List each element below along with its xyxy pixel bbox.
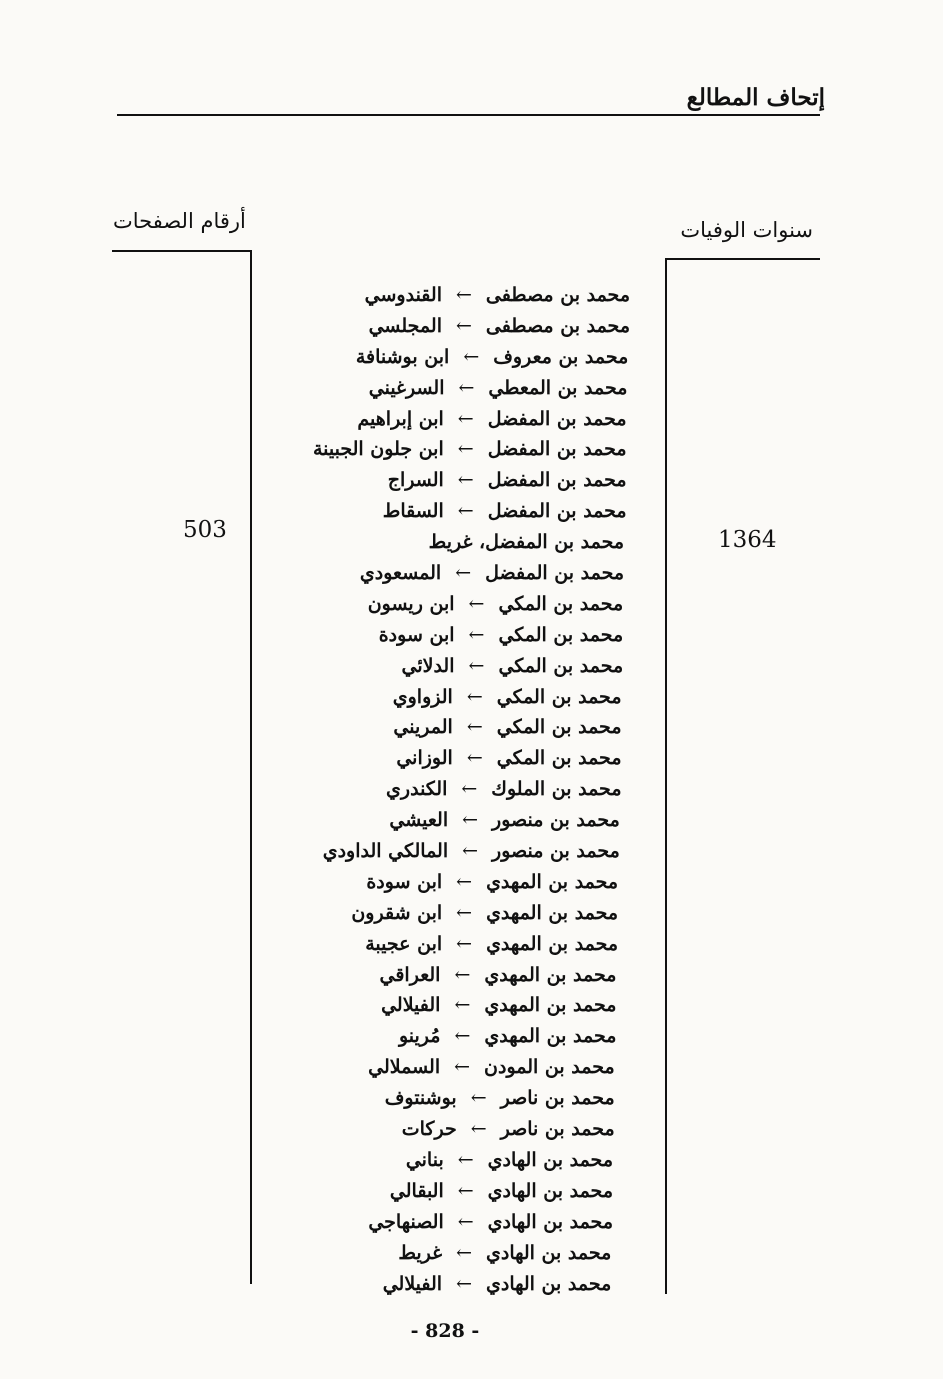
arrow-left-icon: ←: [468, 623, 485, 646]
arrow-left-icon: ←: [454, 1056, 471, 1079]
arrow-left-icon: ←: [470, 1087, 487, 1110]
person-name: محمد بن الهادي: [487, 1210, 613, 1233]
arrow-left-icon: ←: [462, 809, 479, 832]
cross-reference-name: السملالي: [368, 1056, 441, 1079]
person-name: محمد بن المهدي: [484, 963, 617, 986]
cross-reference-name: ابن سودة: [378, 623, 455, 646]
list-item: [270, 342, 630, 373]
list-item: [270, 589, 630, 620]
arrow-left-icon: ←: [466, 747, 483, 770]
arrow-left-icon: ←: [456, 870, 473, 893]
list-item: [270, 682, 630, 713]
arrow-left-icon: ←: [463, 345, 480, 368]
person-name: محمد بن المعطي: [488, 376, 628, 399]
cross-reference-name: الصنهاجي: [368, 1210, 444, 1233]
cross-reference-name: الفيلالي: [381, 994, 441, 1017]
list-item: [270, 620, 630, 651]
arrow-left-icon: ←: [454, 994, 471, 1017]
cross-reference-name: غريط: [398, 1241, 443, 1264]
arrow-left-icon: ←: [456, 901, 473, 924]
person-name: محمد بن المهدي: [484, 994, 617, 1017]
person-name: محمد بن ناصر: [500, 1118, 615, 1141]
arrow-left-icon: ←: [457, 500, 474, 523]
cross-reference-name: مُرينو: [398, 1025, 441, 1048]
cross-reference-name: السراج: [387, 469, 444, 492]
person-name: محمد بن المهدي: [486, 870, 619, 893]
cross-reference-name: العراقي: [379, 963, 441, 986]
years-column-heading: سنوات الوفيات: [680, 218, 813, 242]
list-item: [270, 1269, 630, 1300]
cross-reference-name: العيشي: [389, 809, 449, 832]
cross-reference-name: بوشنتوف: [384, 1087, 457, 1110]
arrow-left-icon: ←: [457, 438, 474, 461]
names-list: [270, 280, 630, 1299]
person-name: محمد بن معروف: [493, 345, 629, 368]
arrow-left-icon: ←: [456, 932, 473, 955]
list-item: [270, 1052, 630, 1083]
list-item: [270, 651, 630, 682]
cross-reference-name: الوزاني: [396, 747, 453, 770]
person-name: محمد بن منصور: [492, 840, 620, 863]
arrow-left-icon: ←: [456, 1272, 472, 1295]
list-item: [270, 311, 630, 342]
cross-reference-name: بناني: [405, 1148, 444, 1171]
cross-reference-name: حركات: [401, 1118, 457, 1141]
person-name: محمد بن المكي: [498, 623, 624, 646]
arrow-left-icon: ←: [462, 840, 479, 863]
cross-reference-name: ابن جلون الجبينة: [312, 438, 444, 461]
person-name: محمد بن مصطفى: [485, 284, 630, 306]
arrow-left-icon: ←: [456, 1241, 472, 1264]
list-item: [270, 990, 630, 1021]
arrow-left-icon: ←: [456, 314, 472, 337]
person-name: محمد بن المكي: [496, 685, 622, 708]
cross-reference-name: السرغيني: [368, 376, 445, 399]
arrow-left-icon: ←: [454, 1025, 471, 1048]
pages-column-rule-horizontal: [112, 250, 252, 252]
list-item: [270, 743, 630, 774]
pages-column-rule-vertical: [250, 250, 252, 1284]
person-name: محمد بن الملوك: [491, 778, 622, 801]
arrow-left-icon: ←: [457, 469, 474, 492]
person-name: محمد بن المودن: [484, 1056, 615, 1079]
arrow-left-icon: ←: [457, 407, 474, 430]
list-item: [270, 558, 630, 589]
cross-reference-name: المسعودي: [359, 562, 442, 585]
cross-reference-name: المريني: [393, 716, 453, 739]
arrow-left-icon: ←: [470, 1118, 487, 1141]
list-item: [270, 960, 630, 991]
death-year: 1364: [718, 527, 777, 553]
person-name: محمد بن المهدي: [486, 932, 619, 955]
cross-reference-name: ابن ريسون: [367, 592, 455, 615]
person-name: محمد بن الهادي: [487, 1179, 613, 1202]
list-item: [270, 404, 630, 435]
person-name: محمد بن المكي: [498, 592, 624, 615]
list-item: [270, 496, 630, 527]
arrow-left-icon: ←: [466, 685, 483, 708]
person-name: محمد بن المكي: [496, 747, 622, 770]
cross-reference-name: المالكي الداودي: [322, 840, 449, 863]
cross-reference-name: ابن إبراهيم: [357, 407, 444, 430]
cross-reference-name: الزواوي: [392, 685, 453, 708]
list-item: [270, 1238, 630, 1269]
person-name: محمد بن المفضل: [487, 469, 627, 492]
list-item: [270, 774, 630, 805]
person-name: محمد بن المفضل: [487, 438, 627, 461]
cross-reference-name: ابن عجيبة: [365, 932, 443, 955]
list-item: [270, 929, 630, 960]
cross-reference-name: ابن بوشنافة: [355, 345, 450, 368]
list-item: [270, 1021, 630, 1052]
header-rule: [117, 114, 820, 116]
list-item: [270, 1176, 630, 1207]
person-name: محمد بن منصور: [492, 809, 620, 832]
list-item: [270, 1083, 630, 1114]
person-name: محمد بن المهدي: [484, 1025, 617, 1048]
years-column-rule-vertical: [665, 258, 667, 1294]
cross-reference-name: القندوسي: [364, 284, 442, 306]
years-column-rule-horizontal: [666, 258, 820, 260]
arrow-left-icon: ←: [468, 654, 485, 677]
list-item: [270, 280, 630, 311]
person-name: محمد بن المفضل، غريط: [428, 531, 625, 554]
arrow-left-icon: ←: [468, 592, 485, 615]
pages-column-heading: أرقام الصفحات: [113, 209, 246, 233]
person-name: محمد بن المكي: [496, 716, 622, 739]
person-name: محمد بن المكي: [498, 654, 624, 677]
person-name: محمد بن المفضل: [485, 562, 625, 585]
arrow-left-icon: ←: [457, 1210, 474, 1233]
list-item: [270, 527, 630, 558]
person-name: محمد بن الهادي: [487, 1148, 613, 1171]
cross-reference-name: ابن سودة: [366, 870, 443, 893]
person-name: محمد بن مصطفى: [485, 314, 630, 337]
cross-reference-name: ابن شقرون: [351, 901, 443, 924]
list-item: [270, 712, 630, 743]
list-item: [270, 373, 630, 404]
list-item: [270, 898, 630, 929]
cross-reference-name: الفيلالي: [382, 1272, 443, 1295]
list-item: [270, 1207, 630, 1238]
arrow-left-icon: ←: [454, 963, 471, 986]
arrow-left-icon: ←: [457, 1148, 474, 1171]
cross-reference-name: البقالي: [389, 1179, 444, 1202]
person-name: محمد بن ناصر: [500, 1087, 615, 1110]
page-number-reference: 503: [183, 517, 227, 543]
list-item: [270, 805, 630, 836]
list-item: [270, 836, 630, 867]
cross-reference-name: المجلسي: [368, 314, 442, 337]
cross-reference-name: السقاط: [382, 500, 444, 523]
arrow-left-icon: ←: [458, 376, 475, 399]
cross-reference-name: الكندري: [386, 778, 448, 801]
list-item: [270, 465, 630, 496]
person-name: محمد بن الهادي: [485, 1272, 612, 1295]
person-name: محمد بن المفضل: [487, 407, 627, 430]
person-name: محمد بن الهادي: [485, 1241, 612, 1264]
list-item: [270, 1114, 630, 1145]
page-folio: - 828 -: [410, 1320, 480, 1342]
arrow-left-icon: ←: [455, 562, 472, 585]
person-name: محمد بن المهدي: [486, 901, 619, 924]
person-name: محمد بن المفضل: [487, 500, 627, 523]
arrow-left-icon: ←: [457, 1179, 474, 1202]
running-title: إتحاف المطالع: [686, 84, 825, 111]
list-item: [270, 867, 630, 898]
cross-reference-name: الدلائي: [401, 654, 455, 677]
list-item: [270, 434, 630, 465]
arrow-left-icon: ←: [466, 716, 483, 739]
list-item: [270, 1145, 630, 1176]
arrow-left-icon: ←: [456, 284, 472, 306]
arrow-left-icon: ←: [461, 778, 478, 801]
